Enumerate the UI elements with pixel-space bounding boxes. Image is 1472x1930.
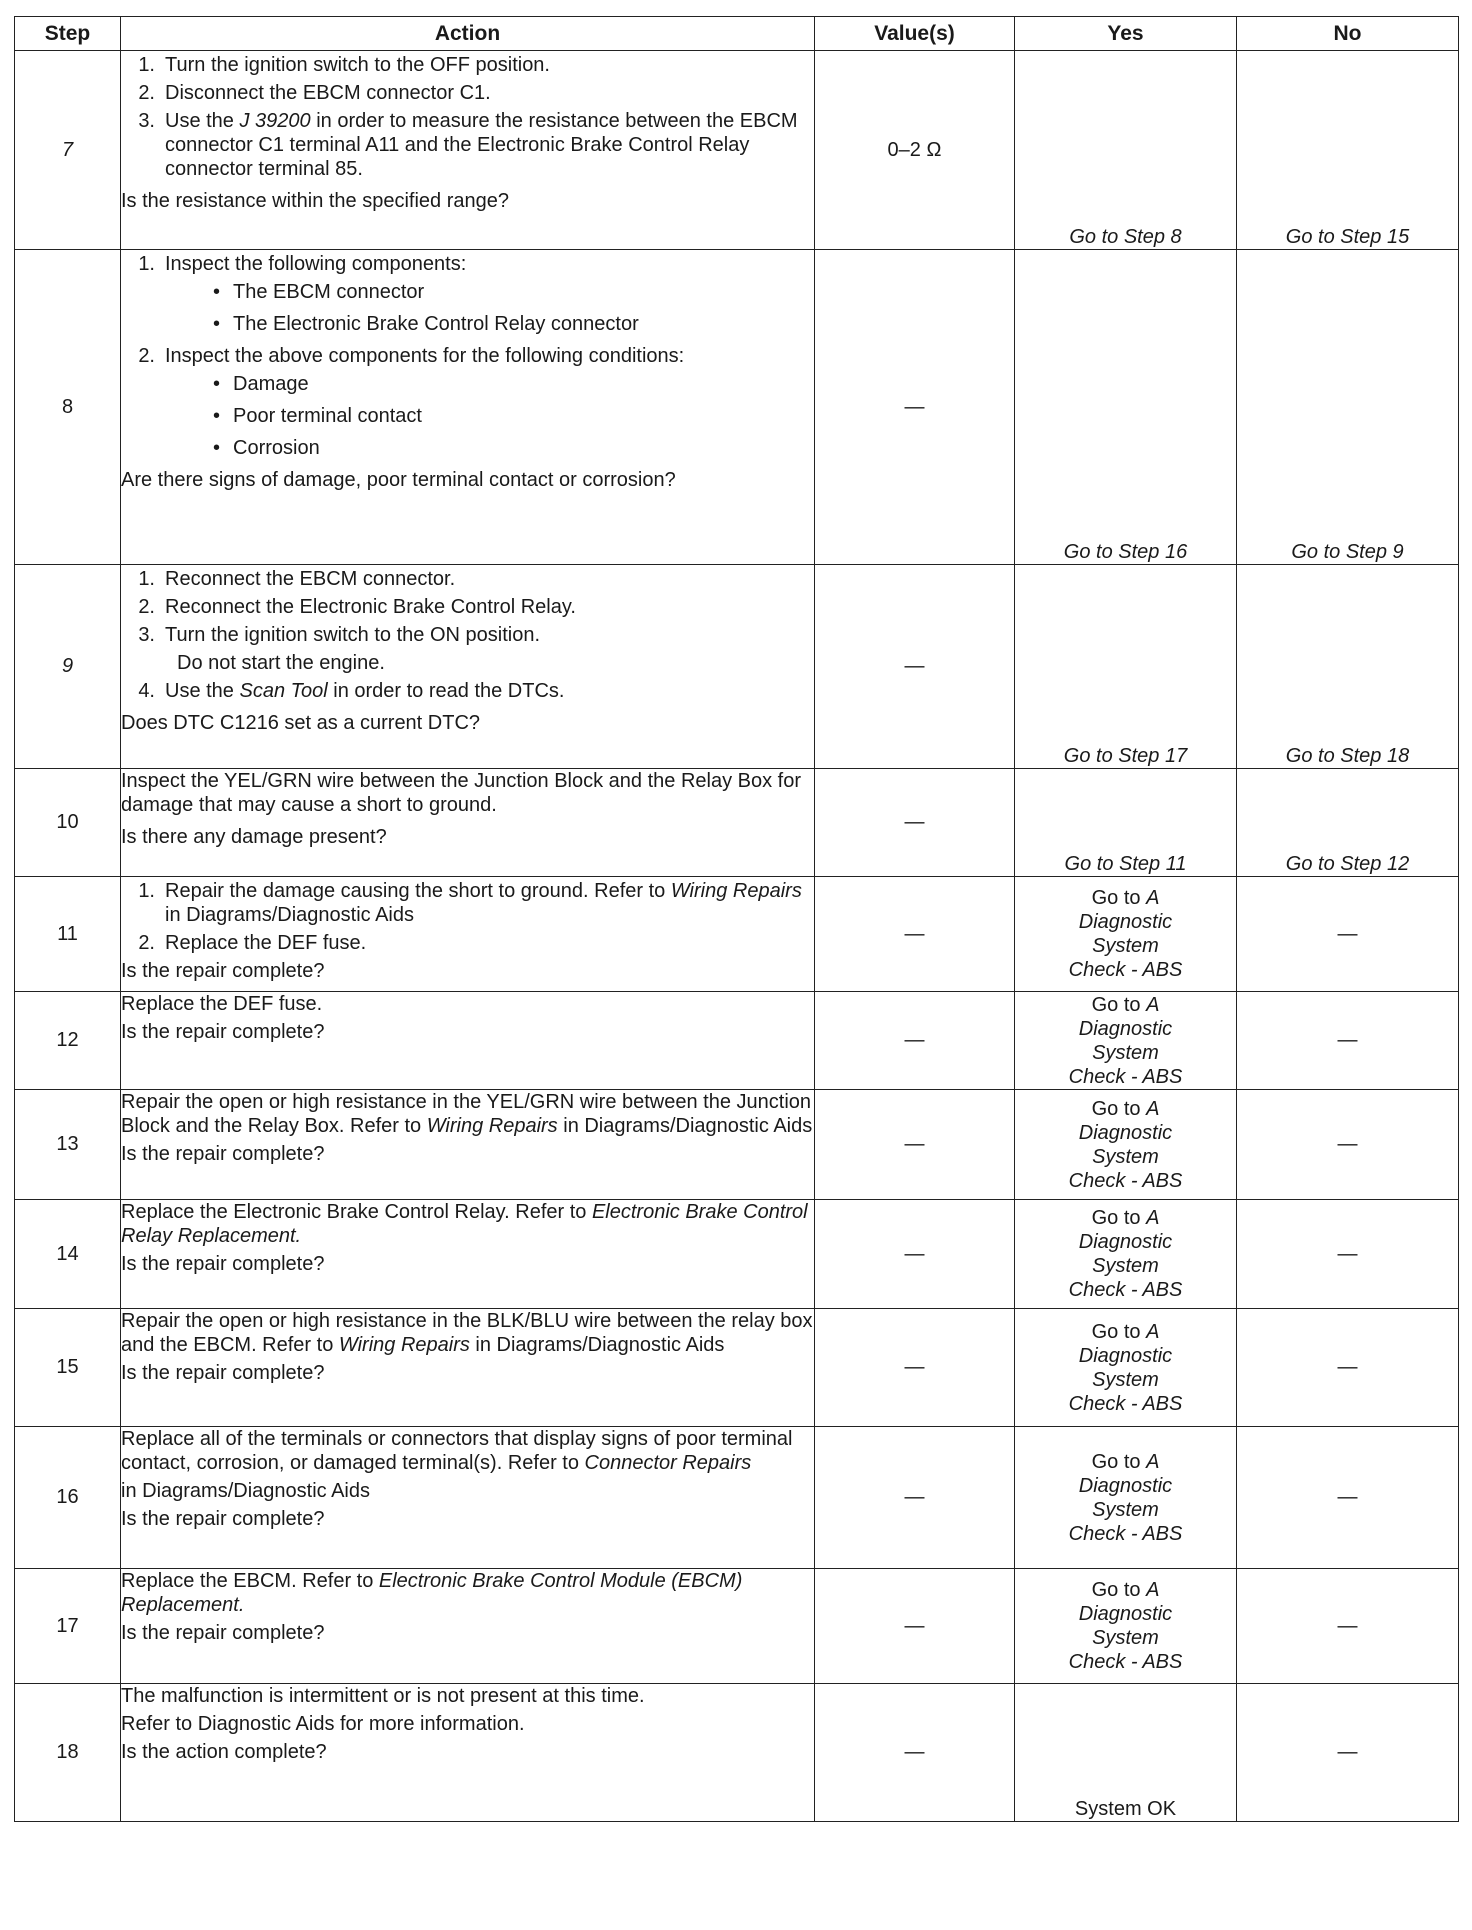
question: Is the resistance within the specified range? [121,190,509,212]
no-cell: — [1237,877,1459,992]
action-cell [121,1427,815,1569]
value-cell: — [815,250,1015,565]
header-action: Action [121,17,815,51]
action-text: Repair the open or high resistance in the YEL/GRN wire between the Junction Block and the Relay Box. Refer to Wiring Repairs in Diagrams/Diagnostic Aids [121,1091,813,1137]
value-cell: — [815,1569,1015,1684]
action-cell [121,1309,815,1427]
action-cell [121,1569,815,1684]
table-row-step-12 [15,992,1459,1090]
header-row [15,17,1459,51]
no-cell: — [1237,1309,1459,1427]
yes-cell: Go to Step 16 [1015,250,1237,565]
action-text: in Diagrams/Diagnostic Aids [121,1480,370,1502]
yes-cell: Go to Step 11 [1015,769,1237,877]
step-number: 15 [15,1309,121,1427]
question: Is the repair complete? [121,1622,325,1644]
table-row-step-11 [15,877,1459,992]
table-row-step-17 [15,1569,1459,1684]
value-cell: — [815,565,1015,769]
value-cell: — [815,1684,1015,1822]
question: Is the repair complete? [121,1253,325,1275]
step-number: 10 [15,769,121,877]
action-item: Turn the ignition switch to the OFF position. [165,54,550,76]
action-item: Reconnect the EBCM connector. [165,568,456,590]
no-cell: Go to Step 18 [1237,565,1459,769]
value-cell: — [815,1427,1015,1569]
question: Does DTC C1216 set as a current DTC? [121,712,481,734]
header-values: Value(s) [815,17,1015,51]
action-text: The malfunction is intermittent or is not present at this time. [121,1685,645,1707]
tool-reference: Scan Tool [239,680,328,702]
yes-cell: Go to A Diagnostic System Check - ABS [1015,1427,1237,1569]
yes-cell: Go to A Diagnostic System Check - ABS [1015,1569,1237,1684]
step-number: 14 [15,1200,121,1309]
step-number: 8 [15,250,121,565]
action-item: Inspect the following components: [165,253,467,275]
step-number: 13 [15,1090,121,1200]
step-number: 7 [15,51,121,250]
doc-reference: Electronic Brake Control Module (EBCM) Replacement. [121,1570,743,1616]
table-row-step-15 [15,1309,1459,1427]
no-cell: — [1237,1569,1459,1684]
action-note: Do not start the engine. [177,652,385,674]
question: Are there signs of damage, poor terminal contact or corrosion? [121,469,676,491]
step-number: 18 [15,1684,121,1822]
question: Is the repair complete? [121,1508,325,1530]
step-number: 11 [15,877,121,992]
bullet-item: Corrosion [233,437,320,459]
action-item: Use the J 39200 in order to measure the resistance between the EBCM connector C1 terminal A11 and the Electronic Brake Control Relay connector terminal 85. [165,110,798,180]
action-text: Inspect the YEL/GRN wire between the Junction Block and the Relay Box for damage that may cause a short to ground. [121,770,801,816]
action-text: Replace the EBCM. Refer to Electronic Brake Control Module (EBCM) Replacement. [121,1570,743,1616]
header-yes: Yes [1015,17,1237,51]
action-item: Turn the ignition switch to the ON position. [165,624,540,646]
table-row-step-9 [15,565,1459,769]
question: Is there any damage present? [121,826,387,848]
value-cell: — [815,1090,1015,1200]
doc-reference: Electronic Brake Control Relay Replacement. [121,1201,808,1247]
value-cell: — [815,992,1015,1090]
no-cell: — [1237,1090,1459,1200]
step-number: 9 [15,565,121,769]
action-text: Refer to Diagnostic Aids for more information. [121,1713,525,1735]
value-cell: — [815,877,1015,992]
header-step: Step [15,17,121,51]
question: Is the repair complete? [121,1362,325,1384]
table-row-step-13 [15,1090,1459,1200]
yes-cell: Go to Step 8 [1015,51,1237,250]
header-no: No [1237,17,1459,51]
yes-cell: Go to Step 17 [1015,565,1237,769]
bullet-item: The Electronic Brake Control Relay connector [233,313,639,335]
yes-cell: Go to A Diagnostic System Check - ABS [1015,1090,1237,1200]
action-cell [121,1200,815,1309]
action-cell [121,769,815,877]
value-cell: — [815,1200,1015,1309]
action-item: Inspect the above components for the following conditions: [165,345,685,367]
question: Is the repair complete? [121,1143,325,1165]
table-row-step-16 [15,1427,1459,1569]
doc-reference: Wiring Repairs [426,1115,558,1137]
yes-cell: Go to A Diagnostic System Check - ABS [1015,877,1237,992]
table-row-step-8 [15,250,1459,565]
step-number: 16 [15,1427,121,1569]
action-cell [121,992,815,1090]
action-text: Repair the open or high resistance in the BLK/BLU wire between the relay box and the EBCM. Refer to Wiring Repairs in Diagrams/Diagnostic Aids [121,1310,813,1356]
doc-reference: Wiring Repairs [338,1334,470,1356]
bullet-item: Damage [233,373,309,395]
value-cell: 0–2 Ω [815,51,1015,250]
action-cell: 1. Turn the ignition switch to the OFF position. 2. Disconnect the EBCM connector C1. 3. Use the J 39200 in order to measure the resistance between the EBCM connector C1 terminal A11 and the Electronic Brake Control Relay connector terminal 85. Is the resistance within the specified range? [121,51,815,250]
doc-reference: Wiring Repairs [670,880,802,902]
doc-reference: Connector Repairs [584,1452,752,1474]
question: Is the repair complete? [121,960,325,982]
action-item: Repair the damage causing the short to ground. Refer to Wiring Repairs in Diagrams/Diagnostic Aids [165,880,802,926]
table-row-step-14 [15,1200,1459,1309]
no-cell: — [1237,1684,1459,1822]
action-item: Replace the DEF fuse. [165,932,367,954]
yes-cell: System OK [1015,1684,1237,1822]
tool-reference: J 39200 [239,110,311,132]
no-cell: Go to Step 9 [1237,250,1459,565]
action-cell: 1. Reconnect the EBCM connector. 2. Reconnect the Electronic Brake Control Relay. 3. Turn the ignition switch to the ON position. Do not start the engine. 4. Use the Scan Tool in order to read the DTCs. Does DTC C1216 set as a current DTC? [121,565,815,769]
action-cell: 1. Inspect the following components: • The EBCM connector • The Electronic Brake Control Relay connector 2. Inspect the above components for the following conditions: • Damage • Poor terminal contact • Corrosion Are there signs of damage, poor terminal contact or corrosion? [121,250,815,565]
yes-cell: Go to A Diagnostic System Check - ABS [1015,1309,1237,1427]
no-cell: — [1237,1200,1459,1309]
table-row-step-10 [15,769,1459,877]
yes-cell: Go to A Diagnostic System Check - ABS [1015,1200,1237,1309]
action-item: Disconnect the EBCM connector C1. [165,82,491,104]
no-cell: — [1237,992,1459,1090]
question: Is the action complete? [121,1741,327,1763]
action-cell [121,1684,815,1822]
action-text: Replace all of the terminals or connectors that display signs of poor terminal contact, corrosion, or damaged terminal(s). Refer to Connector Repairs [121,1428,793,1474]
action-text: Replace the Electronic Brake Control Relay. Refer to Electronic Brake Control Relay Replacement. [121,1201,808,1247]
step-number: 12 [15,992,121,1090]
value-cell: — [815,769,1015,877]
action-text: Replace the DEF fuse. [121,993,323,1015]
no-cell: Go to Step 15 [1237,51,1459,250]
question: Is the repair complete? [121,1021,325,1043]
action-cell: 1. Repair the damage causing the short to ground. Refer to Wiring Repairs in Diagrams/Diagnostic Aids 2. Replace the DEF fuse. Is the repair complete? [121,877,815,992]
value-cell: — [815,1309,1015,1427]
step-number: 17 [15,1569,121,1684]
table-row-step-18 [15,1684,1459,1822]
bullet-item: Poor terminal contact [233,405,422,427]
action-cell [121,1090,815,1200]
no-cell: — [1237,1427,1459,1569]
diagnostic-table [14,16,1459,1822]
action-item: Use the Scan Tool in order to read the DTCs. [165,680,565,702]
action-item: Reconnect the Electronic Brake Control Relay. [165,596,576,618]
yes-cell: Go to A Diagnostic System Check - ABS [1015,992,1237,1090]
table-row-step-7 [15,51,1459,250]
bullet-item: The EBCM connector [233,281,425,303]
no-cell: Go to Step 12 [1237,769,1459,877]
